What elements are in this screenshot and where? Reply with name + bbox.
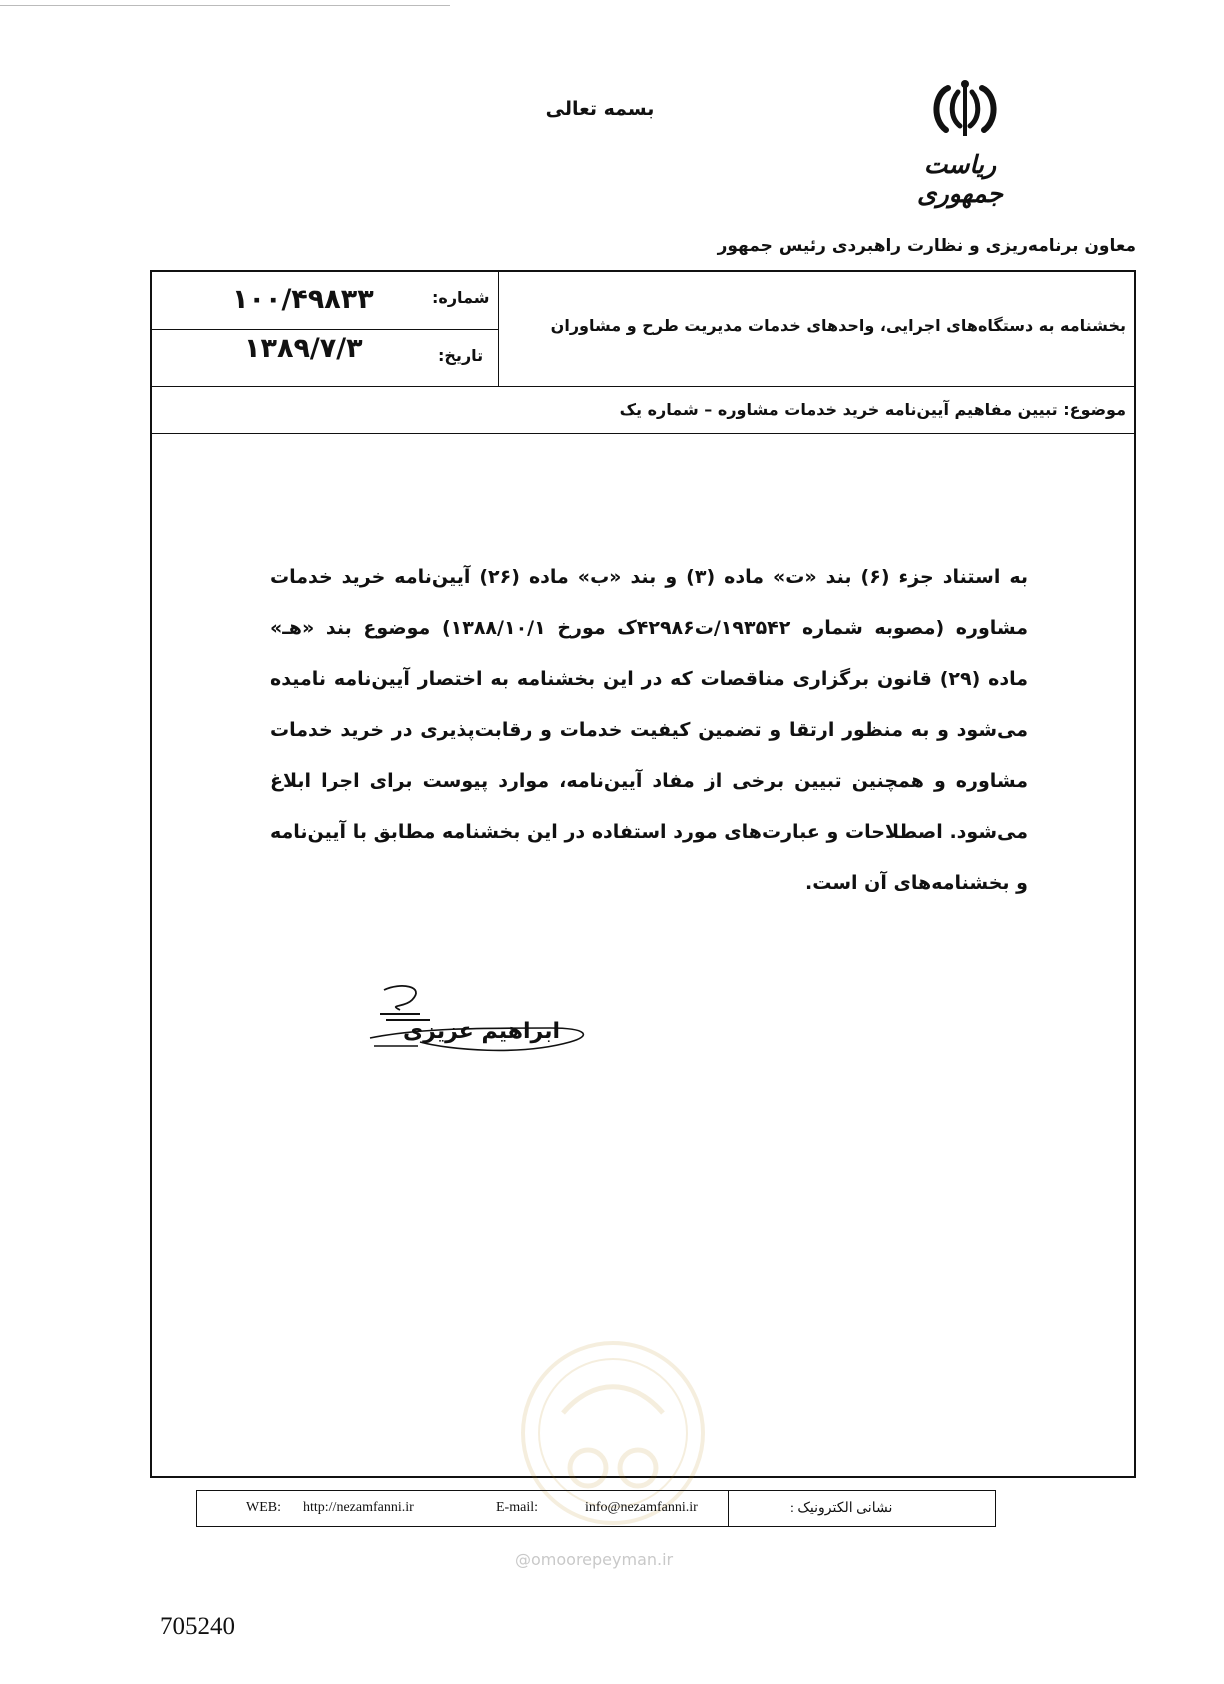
email-value: info@nezamfanni.ir (585, 1500, 698, 1515)
number-value: ۱۰۰/۴۹۸۳۳ (232, 284, 374, 315)
signature-icon (360, 980, 600, 1055)
date-value: ۱۳۸۹/۷/۳ (244, 333, 363, 364)
recipient-line: بخشنامه به دستگاه‌های اجرایی، واحدهای خدمات مدیریت طرح و مشاوران (550, 316, 1126, 335)
scan-artifact-line (0, 5, 450, 6)
contact-box-divider (728, 1490, 729, 1527)
emblem-icon (920, 80, 1010, 140)
deputy-title: معاون برنامه‌ریزی و نظارت راهبردی رئیس جمهور (717, 236, 1136, 256)
subject-row-divider (150, 433, 1136, 434)
svg-text:ابراهیم عزیزی: ابراهیم عزیزی (403, 1019, 560, 1044)
web-label: WEB: (246, 1500, 281, 1515)
number-label: شماره: (432, 288, 490, 307)
recipient-row-divider (150, 386, 1136, 387)
meta-row-divider (150, 329, 499, 330)
site-watermark-text: @omoorepeyman.ir (515, 1550, 674, 1569)
header-cell-divider (498, 270, 499, 386)
address-label: نشانی الکترونیک : (790, 1501, 893, 1516)
office-name: ریاست جمهوری (917, 150, 1003, 208)
email-label: E-mail: (496, 1500, 538, 1515)
body-paragraph: به استناد جزء (۶) بند «ت» ماده (۳) و بند «ب» ماده (۲۶) آیین‌نامه خرید خدمات مشاوره (مصوبه شماره ۱۹۳۵۴۲/ت۴۲۹۸۶ک مورخ ۱۳۸۸/۱۰/۱) موضوع بند «هـ» ماده (۲۹) قانون برگزاری مناقصات که در این بخشنامه به اختصار آیین‌نامه نامیده می‌شود و به منظور ارتقا و تضمین کیفیت خدمات و رقابت‌پذیری در خرید خدمات مشاوره و همچنین تبیین برخی از مفاد آیین‌نامه، موارد پیوست برای اجرا ابلاغ می‌شود. اصطلاحات و عبارت‌های مورد استفاده در این بخشنامه مطابق با آیین‌نامه و بخشنامه‌های آن است. (270, 566, 1028, 894)
subject-line: موضوع: تبیین مفاهیم آیین‌نامه خرید خدمات مشاوره – شماره یک (619, 400, 1126, 419)
invocation-heading: بسمه تعالی (545, 98, 655, 120)
document-code: 705240 (160, 1613, 235, 1640)
date-label: تاریخ: (438, 346, 484, 365)
web-value: http://nezamfanni.ir (303, 1500, 414, 1515)
